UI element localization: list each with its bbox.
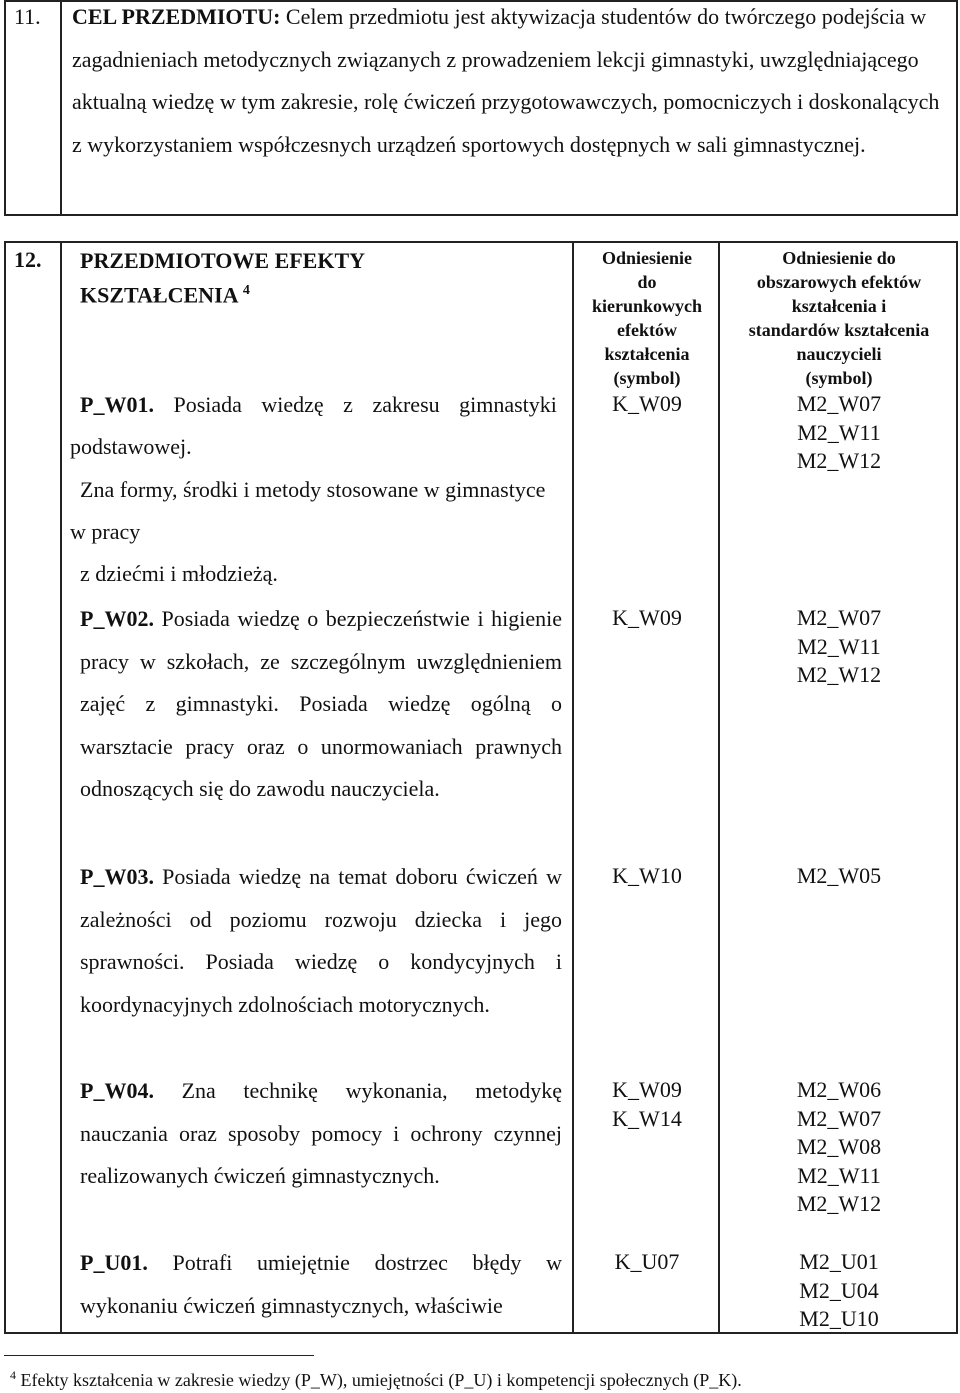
section11-bottom-border [4, 214, 958, 216]
section12-title [80, 246, 365, 310]
footnote-ref: 4 [242, 283, 250, 298]
effect-pw01-line2: podstawowej. [70, 434, 192, 459]
effect-pw01-line1: P_W01. Posiada wiedzę z zakresu gimnastyki [80, 392, 557, 417]
section12-col3-divider [718, 241, 720, 1334]
section11-text: Celem przedmiotu jest aktywizacja studentów do twórczego podejścia w zagadnieniach metodycznych związanych z prowadzeniem lekcji gimnastyki, uwzględniającego aktualną wiedzę w tym zakresie, rolę ćwiczeń przygotowawczych, pomocniczych i doskonalących z wykorzystaniem współczesnych urządzeń sportowych dostępnych w sali gimnastycznej. [72, 4, 940, 157]
effect-pu01-m: M2_U01 M2_U04 M2_U10 [799, 1249, 879, 1331]
section12-right-border [956, 241, 958, 1334]
footnote-number: 4 [10, 1368, 16, 1382]
effect-pw01-line3: Zna formy, środki i metody stosowane w gimnastyce [80, 477, 546, 502]
header-obszarowe: Odniesienie do obszarowych efektów kształcenia i standardów kształcenia nauczycieli (symbol) [748, 248, 930, 388]
effect-pw01-m: M2_W07 M2_W11 M2_W12 [796, 391, 882, 473]
footnote-text: Efekty kształcenia w zakresie wiedzy (P_W), umiejętności (P_U) i kompetencji społecznych (P_K). [16, 1370, 742, 1390]
effect-pw01-line4: w pracy [70, 519, 141, 544]
section11-number: 11. [14, 4, 41, 29]
section11-divider [60, 0, 62, 216]
effect-pu01-text: P_U01. Potrafi umiejętnie dostrzec błędy w wykonaniu ćwiczeń gimnastycznych, właściwie [80, 1250, 562, 1318]
effect-pw02-m: M2_W07 M2_W11 M2_W12 [796, 605, 882, 687]
effect-pw01-line5: z dziećmi i młodzieżą. [80, 561, 278, 586]
effect-pw03-k: K_W10 [612, 863, 682, 888]
effect-pw02-text: P_W02. Posiada wiedzę o bezpieczeństwie i higienie pracy w szkołach, ze szczególnym uwzględnieniem zajęć z gimnastyki. Posiada wiedzę ogólną o warsztacie pracy oraz o unormowaniach prawnych odnoszących się do zawodu nauczyciela. [80, 606, 562, 801]
section12-title-line2: KSZTAŁCENIA $^4$ [80, 282, 250, 308]
section11-left-border [4, 0, 6, 216]
section11-label: CEL PRZEDMIOTU: [72, 4, 281, 29]
section12-col2-divider [572, 241, 574, 1334]
section12-top-border [4, 241, 958, 243]
effect-pw02-k: K_W09 [612, 605, 682, 630]
section11-paragraph [72, 0, 942, 166]
effect-pw04-text: P_W04. Zna technikę wykonania, metodykę nauczania oraz sposoby pomocy i ochrony czynnej realizowanych ćwiczeń gimnastycznych. [80, 1078, 562, 1188]
footnote [10, 1362, 950, 1393]
effect-pu01-k: K_U07 [614, 1249, 680, 1274]
effect-pw04-m: M2_W06 M2_W07 M2_W08 M2_W11 M2_W12 [796, 1077, 882, 1216]
section12-left-border [4, 241, 6, 1334]
effect-pw04-k: K_W09 K_W14 [612, 1077, 682, 1131]
section12-title-line1: PRZEDMIOTOWE EFEKTY [80, 248, 366, 273]
section12-number-divider [60, 241, 62, 1334]
section11-right-border [956, 0, 958, 216]
effect-pw01-k: K_W09 [612, 391, 682, 416]
effect-pw03-text: P_W03. Posiada wiedzę na temat doboru ćwiczeń w zależności od poziomu rozwoju dziecka i jego sprawności. Posiada wiedzę o kondycyjnych i koordynacyjnych zdolnościach motorycznych. [80, 864, 562, 1017]
header-kierunkowe: Odniesienie do kierunkowych efektów kształcenia (symbol) [591, 248, 703, 388]
section12-number: 12. [14, 247, 42, 272]
footnote-separator [4, 1355, 314, 1356]
effect-pw03-m: M2_W05 [796, 863, 882, 888]
